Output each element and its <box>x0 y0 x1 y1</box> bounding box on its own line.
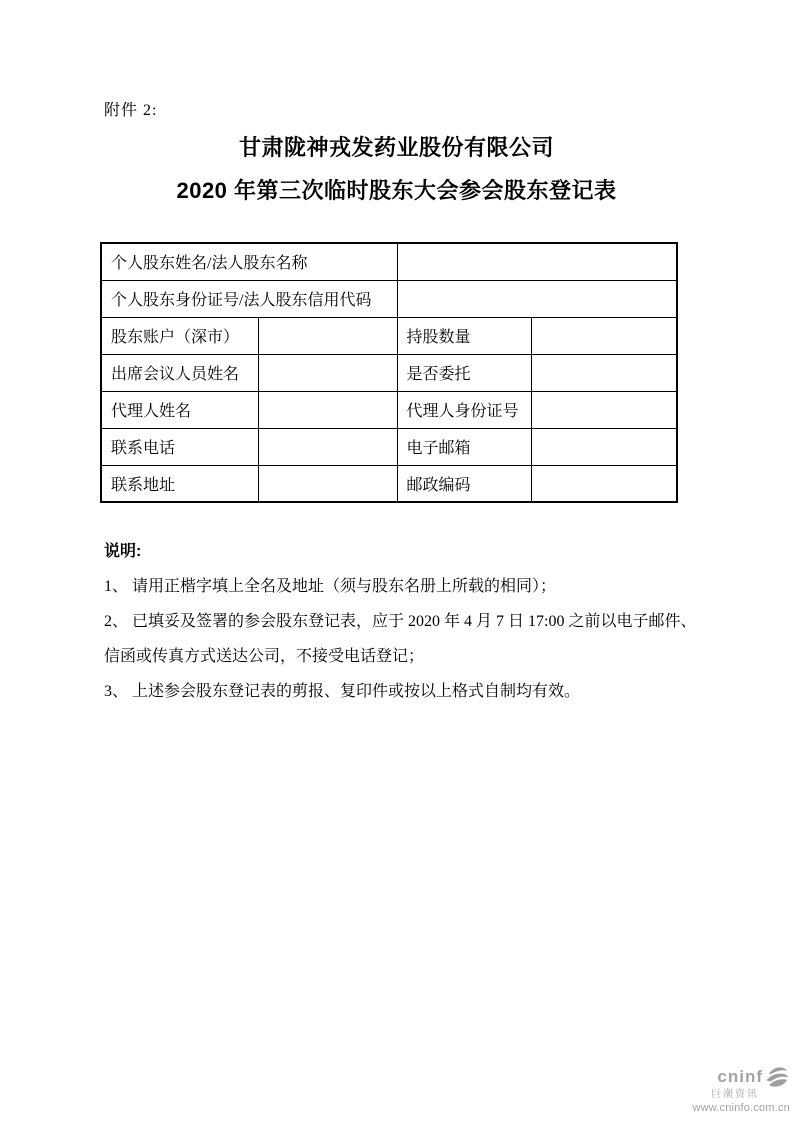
company-title: 甘肃陇神戎发药业股份有限公司 <box>238 135 554 160</box>
form-title: 2020 年第三次临时股东大会参会股东登记表 <box>176 178 617 203</box>
shareholder-name-label: 个人股东姓名/法人股东名称 <box>101 243 397 280</box>
cninfo-watermark <box>680 1066 790 1114</box>
note-item-3: 3、 上述参会股东登记表的剪报、复印件或按以上格式自制均有效。 <box>104 683 581 700</box>
postal-code-label: 邮政编码 <box>397 465 531 502</box>
account-label: 股东账户（深市） <box>101 317 258 354</box>
postal-code-blank-cell <box>531 465 677 502</box>
shareholder-id-blank-cell <box>397 280 677 317</box>
notes-heading: 说明: <box>104 543 142 560</box>
table-row-address-postcode <box>101 465 677 502</box>
proxy-id-label: 代理人身份证号 <box>397 391 531 428</box>
table-row-phone-email <box>101 428 677 465</box>
phone-blank-cell <box>258 428 397 465</box>
cninfo-url: www.cninfo.com.cn <box>692 1102 790 1114</box>
proxy-name-label: 代理人姓名 <box>101 391 258 428</box>
is-proxy-label: 是否委托 <box>397 354 531 391</box>
cninfo-brand-row <box>680 1066 790 1088</box>
note-item-2: 2、 已填妥及签署的参会股东登记表，应于 2020 年 4 月 7 日 17:00 之前以电子邮件、信函或传真方式送达公司，不接受电话登记； <box>104 613 697 665</box>
shareholder-id-label: 个人股东身份证号/法人股东信用代码 <box>101 280 397 317</box>
proxy-id-blank-cell <box>531 391 677 428</box>
note-item-1: 1、 请用正楷字填上全名及地址（须与股东名册上所载的相同）； <box>104 578 557 595</box>
attendee-name-blank-cell <box>258 354 397 391</box>
table-row-account-shares <box>101 317 677 354</box>
shareholder-name-blank-cell <box>397 243 677 280</box>
cninfo-brand-text: cninf <box>717 1066 763 1086</box>
table-row-shareholder-id <box>101 280 677 317</box>
attachment-label: 附件 2: <box>104 102 158 119</box>
is-proxy-blank-cell <box>531 354 677 391</box>
email-label: 电子邮箱 <box>397 428 531 465</box>
table-row-attendee-proxy <box>101 354 677 391</box>
attendee-name-label: 出席会议人员姓名 <box>101 354 258 391</box>
table-row-shareholder-name <box>101 243 677 280</box>
shares-held-blank-cell <box>531 317 677 354</box>
account-blank-cell <box>258 317 397 354</box>
notes-section <box>104 534 700 709</box>
table-row-proxy-info <box>101 391 677 428</box>
address-blank-cell <box>258 465 397 502</box>
shares-held-label: 持股数量 <box>397 317 531 354</box>
proxy-name-blank-cell <box>258 391 397 428</box>
cninfo-chinese-name: 巨潮资讯 <box>711 1089 759 1100</box>
registration-form-table <box>100 242 678 503</box>
phone-label: 联系电话 <box>101 428 258 465</box>
email-blank-cell <box>531 428 677 465</box>
cninfo-swirl-icon <box>764 1066 790 1088</box>
address-label: 联系地址 <box>101 465 258 502</box>
